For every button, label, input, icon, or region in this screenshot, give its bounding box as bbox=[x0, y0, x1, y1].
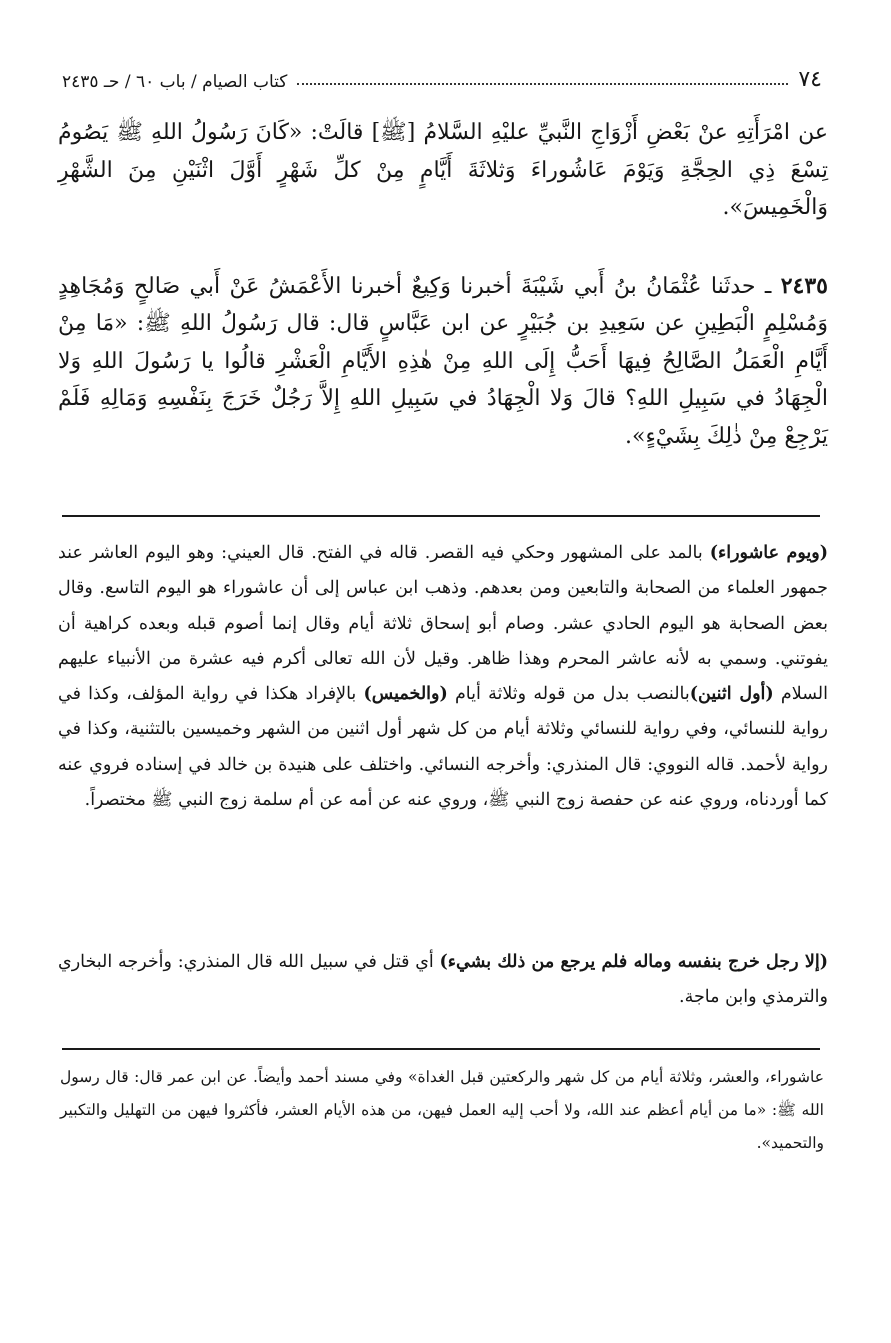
commentary-lemma: (والخميس) bbox=[363, 684, 448, 705]
footnote bbox=[60, 1061, 824, 1160]
commentary-paragraph bbox=[58, 945, 828, 1016]
commentary-lemma: (أول اثنين) bbox=[689, 684, 774, 705]
page-header bbox=[62, 58, 822, 92]
hadith-number: ٢٤٣٥ bbox=[780, 273, 828, 299]
running-title: كتاب الصيام / باب ٦٠ / حـ ٢٤٣٥ bbox=[62, 72, 288, 92]
footnote-divider bbox=[62, 1048, 820, 1050]
page-number: ٧٤ bbox=[798, 67, 822, 92]
hadith-text-continued bbox=[58, 114, 828, 227]
header-dotted-leader bbox=[297, 83, 788, 85]
hadith-body: ـ حدثَنا عُثْمَانُ بنُ أَبي شَيْبَةَ أخبرنا وَكِيعٌ أخبرنا الأَعْمَشُ عَنْ أَبي صَالحٍ وَمُجَاهِدٍ وَمُسْلِمٍ الْبَطِينِ عن سَعِيدِ بن جُبَيْرٍ عن ابن عَبَّاسٍ قال: قال رَسُولُ اللهِ ﷺ: «مَا مِنْ أَيَّامِ الْعَمَلُ الصَّالِحُ فِيهَا أَحَبُّ إِلَى اللهِ مِنْ هٰذِهِ الأَيَّامِ الْعَشْرِ قالُوا يا رَسُولَ اللهِ وَلا الْجِهَادُ في سَبِيلِ اللهِ؟ قالَ وَلا الْجِهَادُ في سَبِيلِ اللهِ إِلاَّ رَجُلٌ خَرَجَ بِنَفْسِهِ وَمَالِهِ فَلَمْ يَرْجِعْ مِنْ ذٰلِكَ بِشَيْءٍ». bbox=[58, 274, 828, 449]
commentary-lemma: (ويوم عاشوراء) bbox=[709, 543, 829, 563]
section-divider bbox=[62, 515, 820, 517]
hadith-body: عن امْرَأَتِهِ عنْ بَعْضِ أَزْوَاجِ النَّبيِّ عليْهِ السَّلامُ [ﷺ] قالَتْ: «كَانَ رَسُولُ اللهِ ﷺ يَصُومُ تِسْعَ ذِي الحِجَّةِ وَيَوْمَ عَاشُوراءَ وَثلاثَةَ أَيَّامٍ مِنْ كلِّ شَهْرٍ أَوَّلَ اثْنَيْنِ مِنَ الشَّهْرِ وَالْخَمِيسَ». bbox=[58, 120, 828, 220]
commentary-text: أي قتل في سبيل الله قال المنذري: وأخرجه البخاري والترمذي وابن ماجة. bbox=[58, 952, 828, 1008]
commentary-text: بالإفراد هكذا في رواية المؤلف، وكذا في رواية للنسائي، وفي رواية للنسائي وثلاثة أيام من كل شهر أول اثنين من الشهر وخميسين بالتثنية، وكذا في رواية لأحمد. قاله النووي: قال المنذري: وأخرجه النسائي. واختلف على هنيدة بن خالد في إسناده فروي عنه كما أوردناه، وروي عنه عن حفصة زوج النبي ﷺ، وروي عنه عن أمه عن أم سلمة زوج النبي ﷺ مختصراً. bbox=[58, 684, 828, 811]
commentary-paragraph bbox=[58, 536, 828, 818]
commentary-text: بالمد على المشهور وحكي فيه القصر. قاله في الفتح. قال العيني: وهو اليوم العاشر عند جمهور العلماء من الصحابة والتابعين ومن بعدهم. وذهب ابن عباس إلى أن عاشوراء هو اليوم التاسع. وقال بعض الصحابة هو اليوم الحادي عشر. وصام أبو إسحاق ثلاثة أيام وقال إنما أصوم قبله وبعده كراهية أن يفوتني. وسمي به لأنه عاشر المحرم وهذا ظاهر. وقيل لأن الله تعالى أكرم فيه عشرة من الأنبياء عليهم السلام bbox=[58, 543, 829, 705]
footnote-text: عاشوراء، والعشر، وثلاثة أيام من كل شهر والركعتين قبل الغداة» وفي مسند أحمد وأيضاً. عن ابن عمر قال: قال رسول الله ﷺ: «ما من أيام أعظم عند الله، ولا أحب إليه العمل فيهن، من هذه الأيام العشر، فأكثروا فيهن من التهليل والتكبير والتحميد». bbox=[60, 1068, 824, 1152]
hadith-2435 bbox=[58, 268, 828, 455]
commentary-lemma: (إلا رجل خرج بنفسه وماله فلم يرجع من ذلك بشيء) bbox=[439, 952, 828, 972]
commentary-text: بالنصب بدل من قوله وثلاثة أيام bbox=[447, 684, 690, 705]
